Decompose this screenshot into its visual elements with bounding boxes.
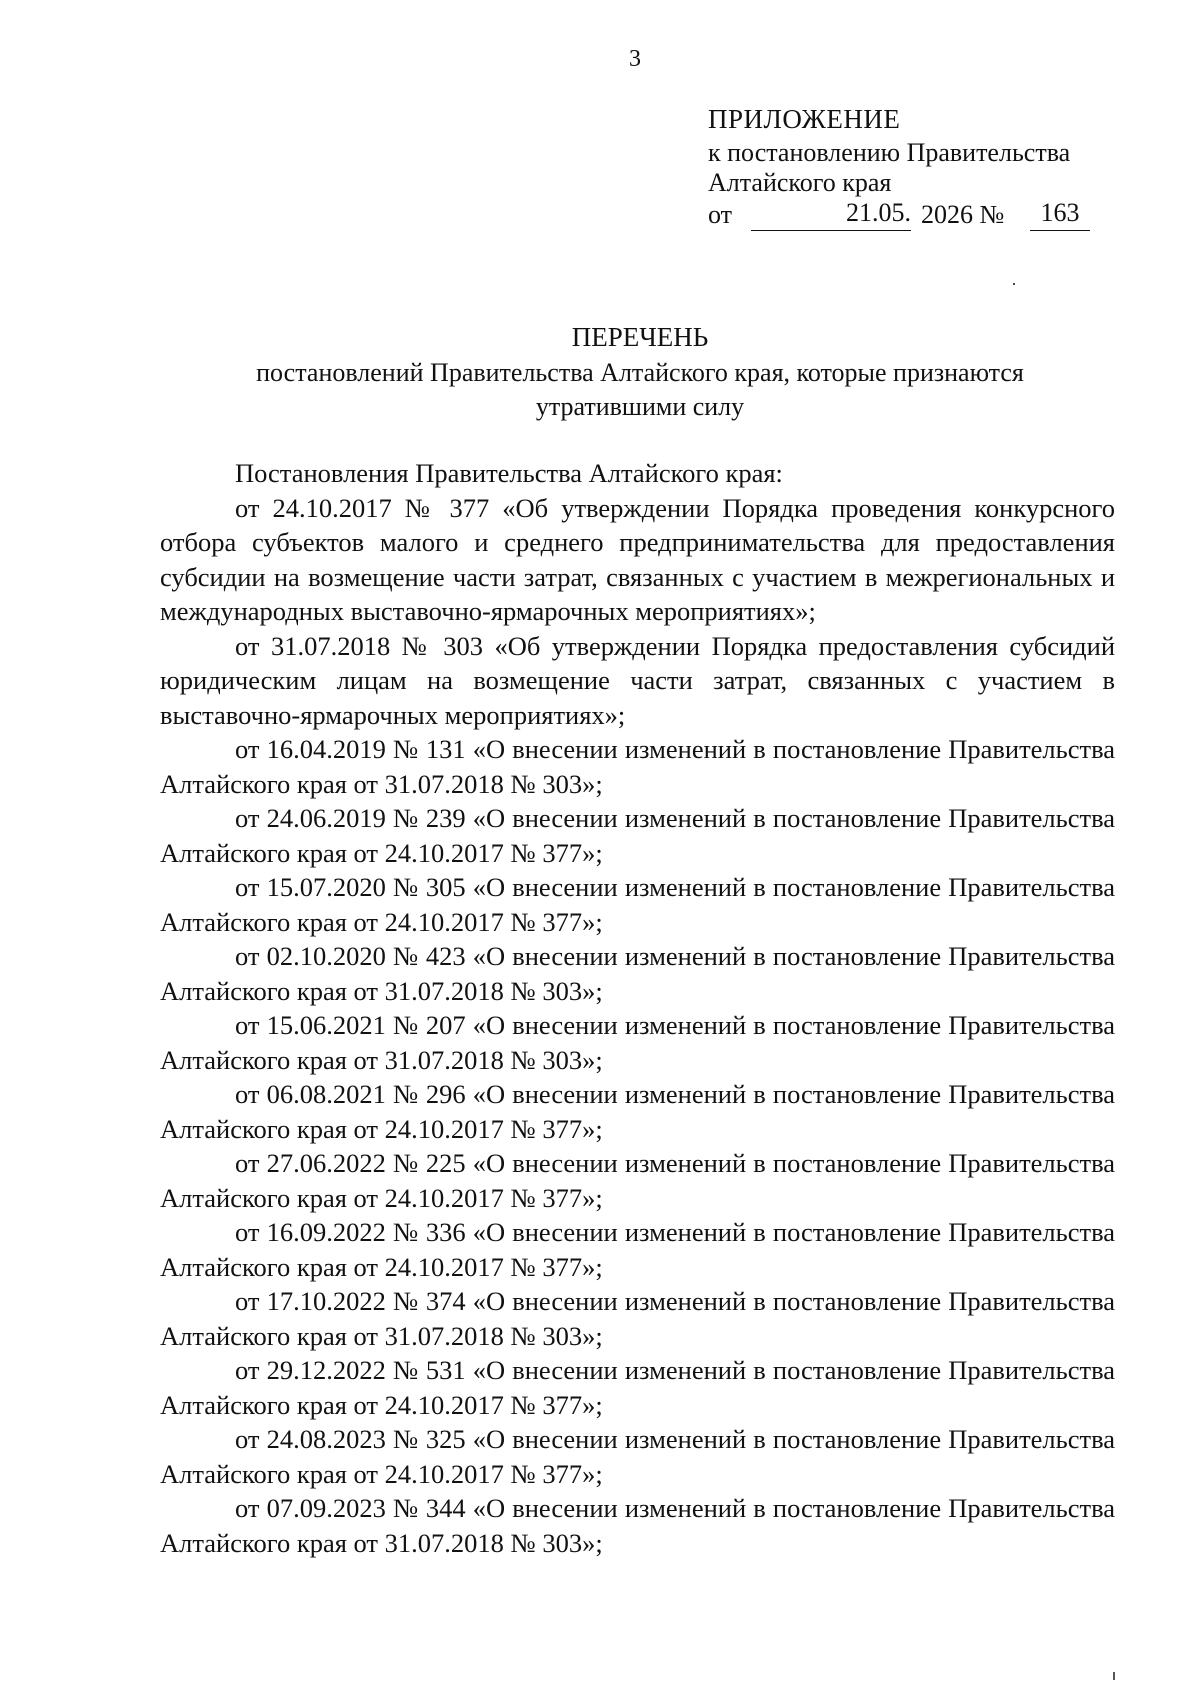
date-prefix: от [708, 200, 733, 229]
list-item: от 24.08.2023 № 325 «О внесении изменений в постановление Правительства Алтайского края от 24.10.2017 № 377»; [160, 1424, 1115, 1489]
scan-dot [1013, 283, 1015, 285]
page-number: 3 [629, 46, 641, 72]
appendix-header [708, 104, 1178, 232]
list-item: от 16.09.2022 № 336 «О внесении изменений в постановление Правительства Алтайского края от 24.10.2017 № 377»; [160, 1217, 1115, 1282]
list-title: ПЕРЕЧЕНЬ [571, 322, 709, 352]
list-item: от 29.12.2022 № 531 «О внесении изменений в постановление Правительства Алтайского края от 24.10.2017 № 377»; [160, 1355, 1115, 1420]
list-item: от 15.07.2020 № 305 «О внесении изменений в постановление Правительства Алтайского края от 24.10.2017 № 377»; [160, 872, 1115, 937]
list-item: от 31.07.2018 № 303 «Об утверждении Порядка предоставления субсидий юридическим лицам на возмещение части затрат, связанных с участием в выставочно-ярмарочных мероприятиях»; [160, 630, 1115, 730]
appendix-line-2: Алтайского края [708, 168, 892, 197]
intro-line: Постановления Правительства Алтайского края: [235, 458, 783, 488]
list-item: от 06.08.2021 № 296 «О внесении изменений в постановление Правительства Алтайского края от 24.10.2017 № 377»; [160, 1079, 1115, 1144]
appendix-date-line [708, 198, 1178, 232]
list-subtitle-1: постановлений Правительства Алтайского края, которые признаются [256, 358, 1024, 387]
appendix-line-1: к постановлению Правительства [708, 138, 1071, 167]
list-item: от 24.10.2017 № 377 «Об утверждении Порядка проведения конкурсного отбора субъектов малого и среднего предпринимательства для предоставления субсидии на возмещение части затрат, связанных с участием в межрегиональных и международных выставочно-ярмарочных мероприятиях»; [160, 492, 1115, 626]
list-item: от 07.09.2023 № 344 «О внесении изменений в постановление Правительства Алтайского края от 31.07.2018 № 303»; [160, 1493, 1115, 1558]
list-item: от 15.06.2021 № 207 «О внесении изменений в постановление Правительства Алтайского края от 31.07.2018 № 303»; [160, 1010, 1115, 1075]
list-item: от 17.10.2022 № 374 «О внесении изменений в постановление Правительства Алтайского края от 31.07.2018 № 303»; [160, 1286, 1115, 1351]
list-item: от 24.06.2019 № 239 «О внесении изменений в постановление Правительства Алтайского края от 24.10.2017 № 377»; [160, 803, 1115, 868]
list-subtitle-2: утратившими силу [535, 392, 745, 421]
list-item: от 02.10.2020 № 423 «О внесении изменений в постановление Правительства Алтайского края от 31.07.2018 № 303»; [160, 941, 1115, 1006]
appendix-date: 21.05. [751, 198, 911, 231]
list-heading [160, 320, 1120, 424]
appendix-number: 163 [1030, 198, 1090, 231]
document-body [160, 456, 1115, 1560]
list-item: от 16.04.2019 № 131 «О внесении изменений в постановление Правительства Алтайского края от 31.07.2018 № 303»; [160, 734, 1115, 799]
list-item: от 27.06.2022 № 225 «О внесении изменений в постановление Правительства Алтайского края от 24.10.2017 № 377»; [160, 1148, 1115, 1213]
appendix-title: ПРИЛОЖЕНИЕ [708, 104, 901, 134]
appendix-year: 2026 № [921, 200, 1005, 229]
scan-tick [1113, 1672, 1115, 1680]
